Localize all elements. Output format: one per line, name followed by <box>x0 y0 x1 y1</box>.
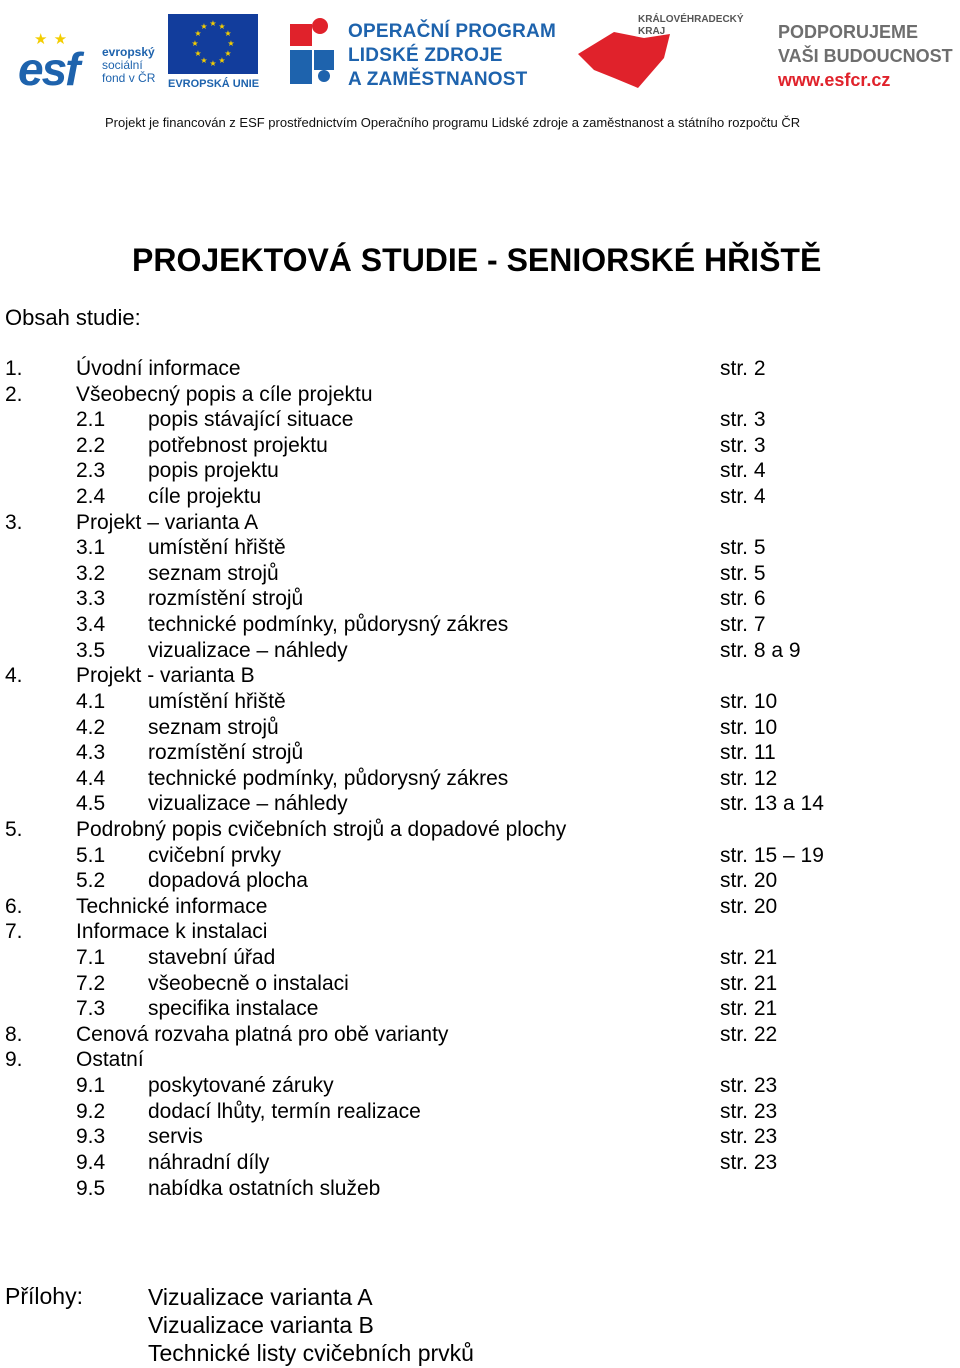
toc-page: str. 21 <box>720 997 778 1021</box>
page-title: PROJEKTOVÁ STUDIE - SENIORSKÉ HŘIŠTĚ <box>132 242 822 278</box>
toc-number: 7.3 <box>76 997 106 1021</box>
toc-row <box>0 766 960 792</box>
toc-row <box>0 638 960 664</box>
esf-logo-letters: esf <box>18 43 79 95</box>
svg-text:★: ★ <box>194 29 202 38</box>
toc-title: Informace k instalaci <box>76 920 268 944</box>
toc-row <box>0 1073 960 1099</box>
toc-title: seznam strojů <box>148 715 279 739</box>
slogan-line: VAŠI BUDOUCNOST <box>778 46 953 66</box>
toc-title: technické podmínky, půdorysný zákres <box>148 766 509 790</box>
op-line: OPERAČNÍ PROGRAM <box>348 21 556 42</box>
toc-row <box>0 663 960 689</box>
toc-row <box>0 1150 960 1176</box>
toc-title: Úvodní informace <box>76 357 241 380</box>
slogan-line: PODPORUJEME <box>778 22 919 42</box>
podporujeme-slogan <box>778 20 953 68</box>
toc-title: vizualizace – náhledy <box>148 792 348 816</box>
svg-text:★: ★ <box>218 56 226 65</box>
toc-row <box>0 382 960 408</box>
toc-page: str. 23 <box>720 1074 778 1098</box>
toc-page: str. 23 <box>720 1150 778 1174</box>
kraj-name <box>638 14 744 38</box>
toc-row <box>0 996 960 1022</box>
toc-row <box>0 817 960 843</box>
appendix-item: Vizualizace varianta A <box>148 1284 373 1310</box>
toc-row <box>0 1176 960 1202</box>
toc-page: str. 2 <box>720 357 766 380</box>
appendix-item: Vizualizace varianta B <box>148 1312 374 1338</box>
op-line: LIDSKÉ ZDROJE <box>348 45 503 66</box>
toc-page: str. 21 <box>720 946 778 970</box>
toc-number: 9.3 <box>76 1125 106 1149</box>
toc-title: specifika instalace <box>148 997 319 1021</box>
toc-row <box>0 919 960 945</box>
esf-text-line: sociální <box>102 58 143 72</box>
header-banner <box>0 0 960 140</box>
toc-page: str. 4 <box>720 459 766 483</box>
toc-number: 9.5 <box>76 1176 106 1200</box>
toc-number: 5.1 <box>76 843 106 867</box>
toc-number: 7.1 <box>76 946 106 970</box>
toc-number: 2. <box>5 382 23 406</box>
toc-row <box>0 894 960 920</box>
eu-caption: EVROPSKÁ UNIE <box>168 78 260 90</box>
appendices-label: Přílohy: <box>5 1283 83 1309</box>
svg-text:★: ★ <box>200 22 208 31</box>
eu-stars-ring-icon <box>188 19 238 69</box>
toc-page: str. 15 – 19 <box>720 843 824 867</box>
toc-number: 6. <box>5 894 23 918</box>
toc-number: 4.5 <box>76 792 106 816</box>
svg-text:★: ★ <box>224 49 232 58</box>
toc-row <box>0 356 960 382</box>
toc-row <box>0 561 960 587</box>
toc-row <box>0 407 960 433</box>
toc-number: 9.4 <box>76 1150 106 1174</box>
toc-title: vizualizace – náhledy <box>148 638 348 662</box>
toc-title: dopadová plocha <box>148 869 308 893</box>
toc-number: 4.3 <box>76 741 106 765</box>
toc-number: 2.3 <box>76 459 106 483</box>
toc-title: rozmístění strojů <box>148 741 304 765</box>
toc-row <box>0 484 960 510</box>
toc-number: 3.1 <box>76 536 106 560</box>
svg-text:★: ★ <box>227 39 235 48</box>
toc-title: Podrobný popis cvičebních strojů a dopadové plochy <box>76 817 567 841</box>
table-of-contents <box>0 356 960 1201</box>
toc-page: str. 23 <box>720 1099 778 1123</box>
toc-number: 3.4 <box>76 613 106 637</box>
toc-number: 7.2 <box>76 971 106 995</box>
toc-row <box>0 971 960 997</box>
toc-number: 7. <box>5 920 23 944</box>
toc-row <box>0 586 960 612</box>
toc-title: servis <box>148 1125 203 1149</box>
op-line: A ZAMĚSTNANOST <box>348 69 528 90</box>
toc-page: str. 12 <box>720 766 778 790</box>
toc-row <box>0 1124 960 1150</box>
toc-number: 5. <box>5 817 23 841</box>
toc-page: str. 7 <box>720 613 766 637</box>
esf-logo <box>8 16 98 95</box>
esf-text-line: fond v ČR <box>102 71 156 85</box>
toc-title: poskytované záruky <box>148 1074 334 1098</box>
esf-text-line: evropský <box>102 45 155 59</box>
toc-page: str. 6 <box>720 587 766 611</box>
toc-page: str. 10 <box>720 715 778 739</box>
toc-title: potřebnost projektu <box>148 433 328 457</box>
toc-page: str. 20 <box>720 894 778 918</box>
toc-number: 4.1 <box>76 689 106 713</box>
toc-row <box>0 510 960 536</box>
toc-title: cíle projektu <box>148 485 262 509</box>
toc-row <box>0 458 960 484</box>
contents-label: Obsah studie: <box>5 305 141 330</box>
toc-page: str. 22 <box>720 1022 778 1046</box>
toc-title: náhradní díly <box>148 1150 270 1174</box>
toc-title: umístění hřiště <box>148 536 286 560</box>
toc-title: Všeobecný popis a cíle projektu <box>76 382 373 406</box>
toc-page: str. 3 <box>720 408 766 432</box>
toc-title: Projekt – varianta A <box>76 510 259 534</box>
toc-title: seznam strojů <box>148 561 279 585</box>
toc-row <box>0 433 960 459</box>
toc-number: 4.2 <box>76 715 106 739</box>
toc-number: 4.4 <box>76 766 106 790</box>
svg-text:★: ★ <box>218 22 226 31</box>
toc-number: 3.2 <box>76 561 106 585</box>
toc-row <box>0 740 960 766</box>
appendices-list <box>148 1283 474 1367</box>
toc-page: str. 5 <box>720 536 766 560</box>
toc-page: str. 4 <box>720 485 766 509</box>
toc-number: 2.1 <box>76 408 106 432</box>
svg-text:★: ★ <box>194 49 202 58</box>
toc-number: 2.2 <box>76 433 106 457</box>
eu-flag-icon <box>168 14 258 74</box>
toc-number: 9.1 <box>76 1074 106 1098</box>
toc-row <box>0 791 960 817</box>
svg-text:★: ★ <box>209 59 217 68</box>
toc-row <box>0 715 960 741</box>
toc-row <box>0 1022 960 1048</box>
toc-page: str. 23 <box>720 1125 778 1149</box>
toc-page: str. 20 <box>720 869 778 893</box>
esf-text <box>102 46 155 85</box>
toc-page: str. 13 a 14 <box>720 792 824 816</box>
toc-row <box>0 945 960 971</box>
toc-row <box>0 1099 960 1125</box>
toc-title: stavební úřad <box>148 946 276 970</box>
toc-page: str. 5 <box>720 561 766 585</box>
toc-title: dodací lhůty, termín realizace <box>148 1099 421 1123</box>
op-puzzle-logo-icon <box>288 14 338 90</box>
toc-number: 3. <box>5 510 23 534</box>
toc-title: popis projektu <box>148 459 279 483</box>
toc-page: str. 3 <box>720 433 766 457</box>
toc-title: všeobecně o instalaci <box>148 971 349 995</box>
toc-title: popis stávající situace <box>148 408 354 432</box>
toc-number: 1. <box>5 357 23 380</box>
toc-title: Ostatní <box>76 1048 144 1072</box>
toc-page: str. 8 a 9 <box>720 638 801 662</box>
toc-number: 9.2 <box>76 1099 106 1123</box>
toc-number: 3.5 <box>76 638 106 662</box>
toc-number: 8. <box>5 1022 23 1046</box>
kraj-line: KRAJ <box>638 26 666 37</box>
toc-number: 9. <box>5 1048 23 1072</box>
financing-statement: Projekt je financován z ESF prostřednictvím Operačního programu Lidské zdroje a zaměstnanost a státního rozpočtu ČR <box>105 115 801 130</box>
toc-title: umístění hřiště <box>148 689 286 713</box>
appendix-item: Technické listy cvičebních prvků <box>148 1340 474 1366</box>
esf-url: www.esfcr.cz <box>778 70 891 90</box>
toc-row <box>0 843 960 869</box>
toc-title: cvičební prvky <box>148 843 282 867</box>
toc-number: 4. <box>5 664 23 688</box>
toc-title: Technické informace <box>76 894 268 918</box>
toc-row <box>0 535 960 561</box>
toc-title: rozmístění strojů <box>148 587 304 611</box>
svg-text:★: ★ <box>209 19 217 28</box>
op-program-name <box>348 20 556 92</box>
toc-row <box>0 868 960 894</box>
toc-page: str. 21 <box>720 971 778 995</box>
toc-title: Projekt - varianta B <box>76 664 255 688</box>
toc-row <box>0 1047 960 1073</box>
toc-page: str. 11 <box>720 741 776 765</box>
kraj-line: KRÁLOVÉHRADECKÝ <box>638 14 744 25</box>
toc-number: 5.2 <box>76 869 106 893</box>
toc-title: nabídka ostatních služeb <box>148 1176 381 1200</box>
svg-text:★: ★ <box>200 56 208 65</box>
toc-row <box>0 612 960 638</box>
toc-row <box>0 689 960 715</box>
svg-text:★: ★ <box>224 29 232 38</box>
toc-number: 3.3 <box>76 587 106 611</box>
svg-text:★: ★ <box>191 39 199 48</box>
toc-number: 2.4 <box>76 485 106 509</box>
toc-title: technické podmínky, půdorysný zákres <box>148 613 509 637</box>
toc-title: Cenová rozvaha platná pro obě varianty <box>76 1022 449 1046</box>
toc-page: str. 10 <box>720 689 778 713</box>
esf-stars-icon: ★ ★ <box>34 31 69 48</box>
